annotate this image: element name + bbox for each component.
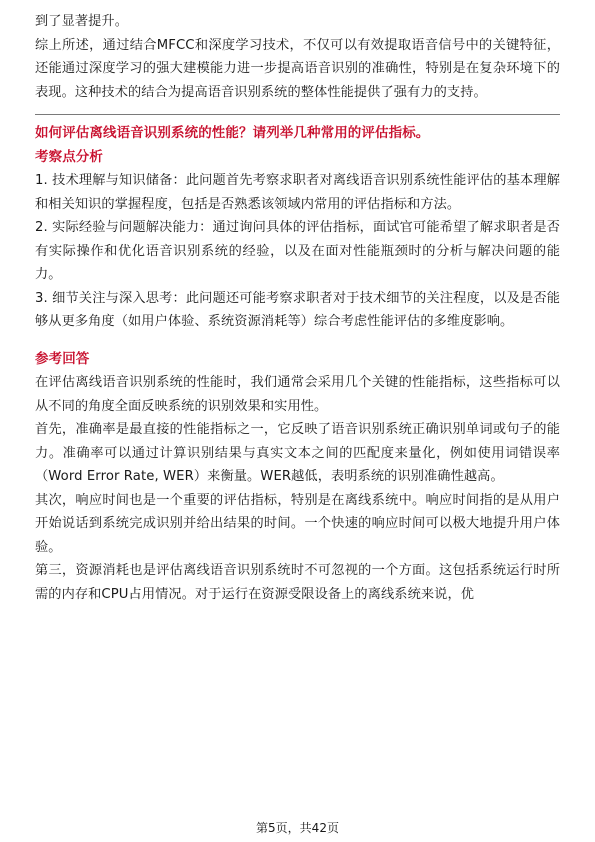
answer-paragraph: 第三，资源消耗也是评估离线语音识别系统时不可忽视的一个方面。这包括系统运行时所需的内存和CPU占用情况。对于运行在资源受限设备上的离线系统来说，优: [35, 563, 560, 602]
question-title: 如何评估离线语音识别系统的性能？请列举几种常用的评估指标。: [35, 125, 430, 141]
answer-paragraph: 首先，准确率是最直接的性能指标之一，它反映了语音识别系统正确识别单词或句子的能力。准确率可以通过计算识别结果与真实文本之间的匹配度来量化，例如使用词错误率（Word Error Rate, WER）来衡量。WER越低，表明系统的识别准确性越高。: [35, 422, 560, 484]
previous-answer-continuation: [35, 0, 560, 104]
answer-heading: 参考回答: [35, 350, 90, 367]
section-divider: [35, 114, 560, 115]
document-page: [35, 0, 560, 606]
paragraph: 到了显著提升。: [35, 14, 129, 29]
analysis-heading: 考察点分析: [35, 148, 103, 165]
analysis-item: 1. 技术理解与知识储备：此问题首先考察求职者对离线语音识别系统性能评估的基本理解和相关知识的掌握程度，包括是否熟悉该领域内常用的评估指标和方法。: [35, 173, 560, 212]
answer-paragraph: 其次，响应时间也是一个重要的评估指标，特别是在离线系统中。响应时间指的是从用户开始说话到系统完成识别并给出结果的时间。一个快速的响应时间可以极大地提升用户体验。: [35, 492, 560, 555]
answer-section: [35, 348, 560, 607]
analysis-item: 2. 实际经验与问题解决能力：通过询问具体的评估指标，面试官可能希望了解求职者是否有实际操作和优化语音识别系统的经验，以及在面对性能瓶颈时的分析与解决问题的能力。: [35, 220, 560, 282]
paragraph: 综上所述，通过结合MFCC和深度学习技术，不仅可以有效提取语音信号中的关键特征，还能通过深度学习的强大建模能力进一步提高语音识别的准确性，特别是在复杂环境下的表现。这种技术的结合为提高语音识别系统的整体性能提供了强有力的支持。: [35, 37, 560, 100]
page-number-footer: 第5页，共42页: [256, 821, 339, 835]
analysis-section: [35, 146, 560, 334]
analysis-item: 3. 细节关注与深入思考：此问题还可能考察求职者对于技术细节的关注程度，以及是否能够从更多角度（如用户体验、系统资源消耗等）综合考虑性能评估的多维度影响。: [35, 290, 560, 329]
answer-paragraph: 在评估离线语音识别系统的性能时，我们通常会采用几个关键的性能指标，这些指标可以从不同的角度全面反映系统的识别效果和实用性。: [35, 375, 560, 414]
